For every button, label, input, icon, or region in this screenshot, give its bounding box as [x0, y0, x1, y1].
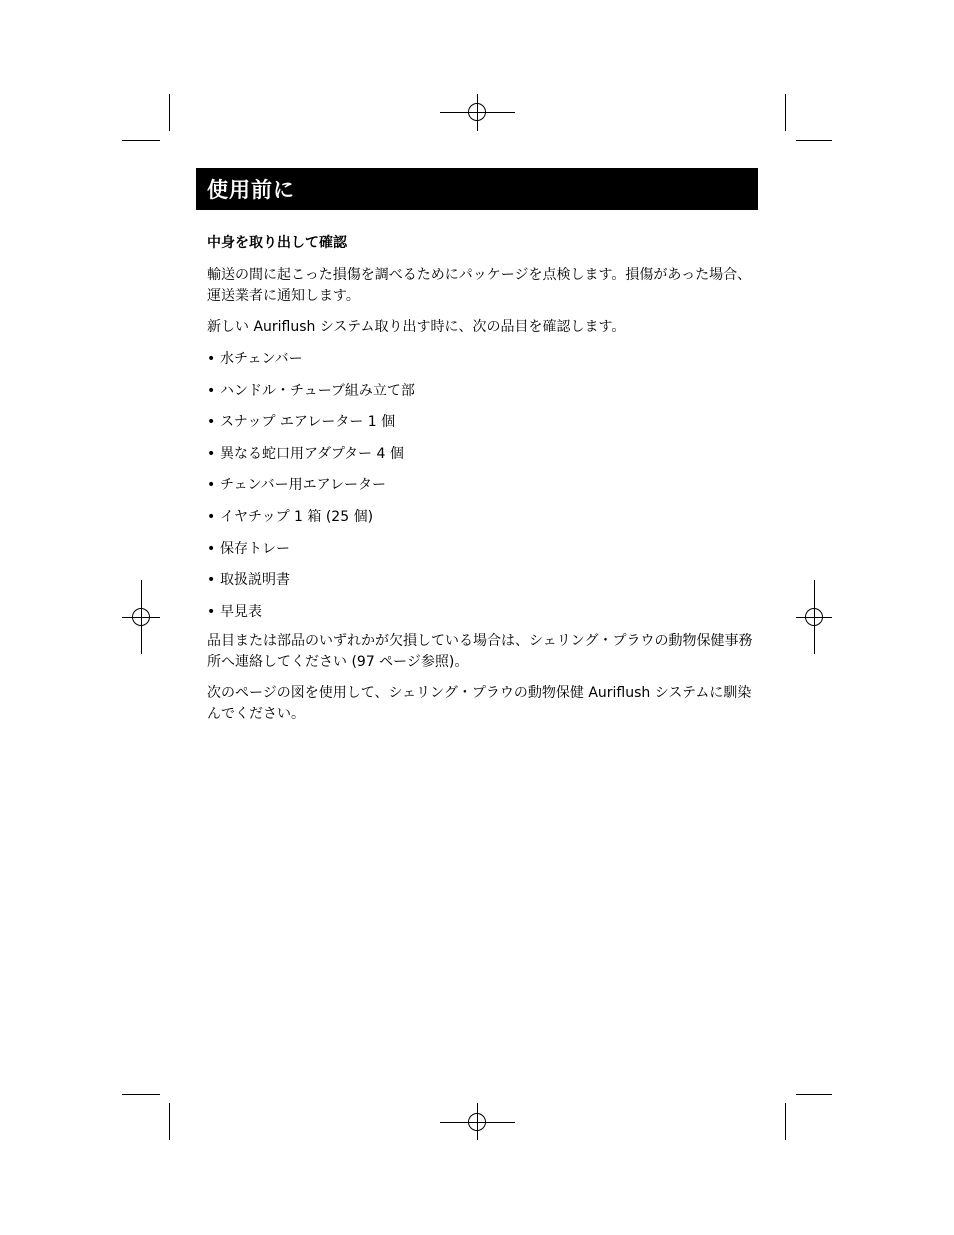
familiarize-paragraph: 次のページの図を使用して、シェリング・プラウの動物保健 Auriflush システムに馴染んでください。 — [207, 684, 752, 722]
list-item — [207, 475, 755, 496]
registration-target-icon — [468, 1113, 486, 1131]
list-item — [207, 570, 755, 591]
list-item-label: ハンドル・チューブ組み立て部 — [220, 382, 415, 399]
list-item — [207, 349, 755, 370]
registration-target-icon — [468, 103, 486, 121]
registration-target-icon — [805, 608, 823, 626]
bullet-icon: • — [207, 414, 216, 431]
list-item — [207, 381, 755, 402]
crop-mark — [796, 140, 832, 141]
bullet-icon: • — [207, 540, 216, 557]
main-content — [207, 233, 755, 735]
bullet-icon: • — [207, 445, 216, 462]
bullet-icon: • — [207, 572, 216, 589]
missing-parts-paragraph: 品目または部品のいずれかが欠損している場合は、シェリング・プラウの動物保健事務所へ連絡してください (97 ページ参照)。 — [207, 632, 753, 670]
section-title: 使用前に — [207, 178, 295, 202]
list-item — [207, 444, 755, 465]
list-item-label: 異なる蛇口用アダプター 4 個 — [220, 445, 404, 462]
subheading: 中身を取り出して確認 — [207, 235, 347, 251]
intro-paragraph: 輸送の間に起こった損傷を調べるためにパッケージを点検します。損傷があった場合、運送業者に通知します。 — [207, 267, 752, 304]
bullet-icon: • — [207, 477, 216, 494]
crop-mark — [785, 1103, 786, 1140]
list-item — [207, 602, 755, 623]
crop-mark — [122, 140, 160, 141]
list-item-label: イヤチップ 1 箱 (25 個) — [220, 508, 374, 525]
section-header-bar — [196, 168, 758, 210]
list-item-label: スナップ エアレーター 1 個 — [220, 414, 396, 431]
list-item-label: 水チェンバー — [220, 351, 303, 367]
crop-mark — [169, 94, 170, 131]
list-item — [207, 539, 755, 560]
list-item-label: 取扱説明書 — [220, 572, 290, 589]
list-item-label: チェンバー用エアレーター — [220, 477, 387, 494]
bullet-icon: • — [207, 603, 216, 620]
bullet-icon: • — [207, 508, 216, 525]
crop-mark — [169, 1103, 170, 1140]
crop-mark — [796, 1094, 832, 1095]
bullet-icon: • — [207, 382, 216, 399]
list-item — [207, 507, 755, 528]
crop-mark — [785, 94, 786, 131]
registration-target-icon — [132, 608, 150, 626]
contents-list — [207, 349, 755, 623]
crop-mark — [122, 1094, 160, 1095]
list-item-label: 保存トレー — [220, 540, 290, 557]
list-item-label: 早見表 — [220, 603, 262, 620]
check-paragraph: 新しい Auriflush システム取り出す時に、次の品目を確認します。 — [207, 319, 626, 335]
bullet-icon: • — [207, 351, 216, 367]
list-item — [207, 412, 755, 433]
